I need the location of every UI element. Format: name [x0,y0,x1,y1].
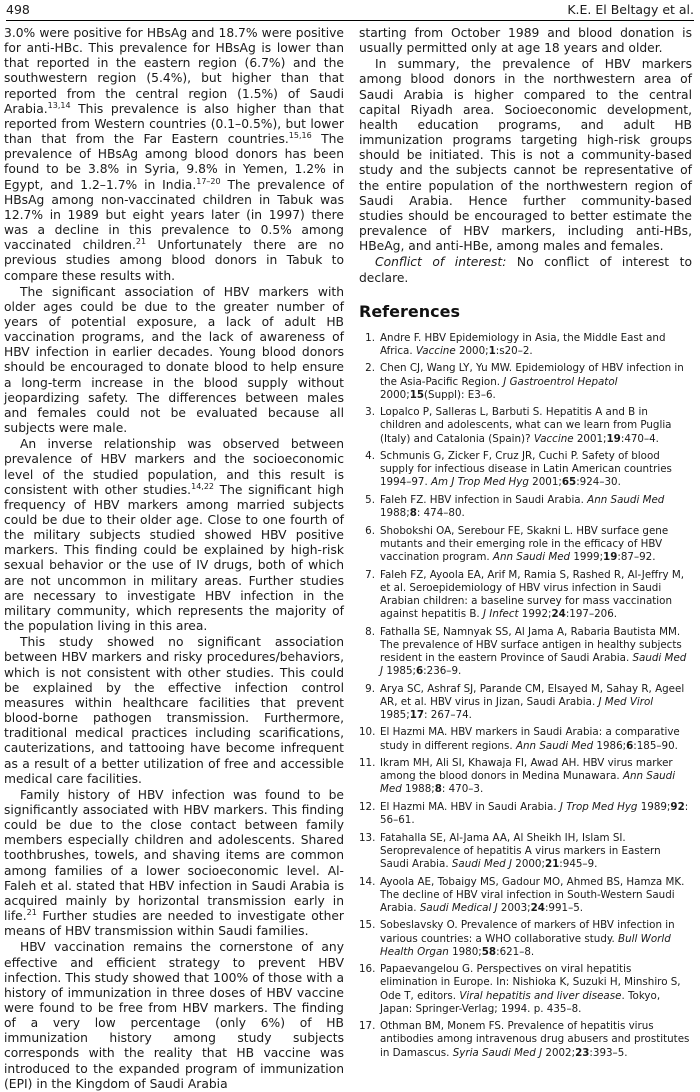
reference-item [359,876,692,915]
reference-volume: 58 [481,945,497,958]
reference-item [359,757,692,796]
reference-number: 17. [359,1020,376,1033]
reference-volume: 23 [575,1046,590,1059]
citation-superscript: 21 [26,908,37,918]
reference-authors-title: Faleh FZ. HBV infection in Saudi Arabia. [380,493,588,506]
reference-authors-title: Fatahalla SE, Al-Jama AA, Al Sheikh IH, Islam SI. Seroprevalence of hepatitis A virus markers in Eastern Saudi Arabia. [380,831,661,870]
reference-volume: 19 [603,550,618,563]
reference-number: 6. [365,524,375,537]
reference-journal: Saudi Med J [380,651,687,677]
reference-journal: Viral hepatitis and liver disease [459,989,622,1002]
reference-journal: Syria Saudi Med J [452,1046,543,1059]
reference-year: 2001; [573,432,607,445]
reference-year: 2001; [528,476,562,489]
paragraph-family-history [4,788,344,940]
reference-authors-title: Faleh FZ, Ayoola EA, Arif M, Ramia S, Rashed R, Al-Jeffry M, et al. Seroepidemiology of HBV virus infection in Saudi Arabian children: a baseline survey for mass vaccination against hepatitis B. [380,568,685,620]
reference-volume: 15 [409,388,425,401]
left-column [4,26,344,1092]
text-run: 3.0% were positive for HBsAg and 18.7% were positive for anti-HBc. This prevalence for HBsAg is lower than that reported in the eastern region (6.7%) and the southwestern region (5.4%), but higher than that reported from the central region (1.5%) of Saudi Arabia. [4,26,344,116]
citation-superscript: 21 [135,237,147,247]
reference-authors-title: Lopalco P, Salleras L, Barbuti S. Hepatitis A and B in children and adolescents, what can we learn from Puglia (Italy) and Catalonia (Spain)? [380,406,672,445]
reference-year: 2000; [380,388,410,401]
reference-number: 16. [359,963,376,976]
reference-volume: 19 [606,432,621,445]
reference-year: 1985; [380,708,410,721]
page-header [6,0,694,22]
reference-journal: J Med Virol [598,695,654,708]
reference-number: 5. [365,493,375,506]
reference-year: 1989; [637,800,671,813]
paragraph-continuation: starting from October 1989 and blood donation is usually permitted only at age 18 years and older. [359,26,692,56]
reference-pages: p. 435–8. [530,1002,582,1015]
reference-pages: :991–5. [544,901,584,914]
reference-pages: : 267–74. [424,708,472,721]
reference-authors-title: Shobokshi OA, Serebour FE, Skakni L. HBV surface gene mutants and their emerging role in the efficacy of HBV vaccination program. [380,524,669,563]
reference-year: 1988; [401,783,435,796]
reference-volume: 8 [409,507,417,520]
text-run: Further studies are needed to investigate other means of HBV transmission within Saudi families. [4,909,344,939]
reference-volume: 6 [416,664,424,677]
text-run: The prevalence of HBsAg among non-vaccinated children in Tabuk was 12.7% in 1989 but eight years later (in 1997) there was a decline in this prevalence to 0.5% among vaccinated children. [4,177,344,253]
reference-authors-title: El Hazmi MA. HBV markers in Saudi Arabia: a comparative study in different regions. [380,726,680,752]
header-rule [6,20,694,21]
reference-item [359,406,692,445]
reference-number: 15. [359,919,376,932]
paragraph-conflict-of-interest [359,255,692,285]
reference-item [359,525,692,564]
conflict-text: No conflict of interest to declare. [359,255,692,285]
reference-journal: Ann Saudi Med [587,493,665,506]
reference-year: 2000; [512,857,545,870]
reference-year: 1980; [448,945,482,958]
citation-superscript: 14,22 [191,481,215,491]
paragraph-socioeconomic [4,437,344,634]
reference-item [359,963,692,1016]
reference-item [359,494,692,520]
reference-pages: :393–5. [589,1046,628,1059]
reference-pages: :197–206. [565,607,618,620]
reference-number: 14. [359,875,376,888]
reference-item [359,450,692,489]
reference-number: 1. [365,331,375,344]
reference-authors-title: Sobeslavsky O. Prevalence of markers of HBV infection in various countries: a WHO collaborative study. [380,919,675,945]
paragraph-prevalence-comparison [4,26,344,284]
running-head: K.E. El Beltagy et al. [567,2,694,17]
references-heading: References [359,301,460,321]
citation-superscript: 13,14 [47,100,71,110]
citation-superscript: 15,16 [288,131,312,141]
reference-number: 9. [365,682,375,695]
reference-volume: 24 [530,901,545,914]
reference-authors-title: Fathalla SE, Namnyak SS, Al Jama A, Rabaria Bautista MM. The prevalence of HBV surface antigen in healthy subjects resident in the eastern Province of Saudi Arabia. [380,625,682,664]
reference-pages: :185–90. [633,739,678,752]
reference-journal: Vaccine [415,344,456,357]
reference-journal: Vaccine [533,432,574,445]
reference-item [359,801,692,827]
reference-year: 2000; [455,344,489,357]
page-number: 498 [6,2,30,17]
reference-journal: Ann Saudi Med [380,770,676,796]
paragraph-risky-procedures: This study showed no significant association between HBV markers and risky procedures/behaviors, which is not consistent with other studies. This could be explained by the effective infection control measures within healthcare facilities that prevent blood-borne pathogen transmission. Furthermore, traditional medical practices including scarifications, cauterizations, and tattooing have become infrequent as a result of a better utilization of free and accessible medical care facilities. [4,635,344,786]
right-column [359,26,692,1064]
reference-journal: Ann Saudi Med [515,739,594,752]
reference-number: 13. [359,831,376,844]
reference-year: 2002; [542,1046,576,1059]
reference-number: 4. [365,450,375,463]
reference-pages: :s20–2. [495,344,533,357]
reference-journal: J Infect [482,607,519,620]
reference-pages: :924–30. [576,476,621,489]
reference-authors-title: Ikram MH, Ali SI, Khawaja FI, Awad AH. HBV virus marker among the blood donors in Medina Munawara. [380,757,673,783]
reference-item [359,832,692,871]
reference-number: 10. [359,726,376,739]
reference-authors-title: El Hazmi MA. HBV in Saudi Arabia. [380,800,560,813]
reference-number: 8. [365,625,375,638]
reference-authors-title: Papaevangelou G. Perspectives on viral hepatitis elimination in Europe. In: Nishioka K, Suzuki H, Minshiro S, Ode T, editors. [380,963,681,1002]
reference-pages: : 56–61. [380,800,689,827]
reference-pages: :236–9. [423,664,462,677]
reference-volume: 6 [626,739,634,752]
reference-volume: 8 [434,783,442,796]
reference-item [359,332,692,358]
paragraph-vaccination: HBV vaccination remains the cornerstone of any effective and efficient strategy to prevent HBV infection. This study showed that 100% of those with a history of immunization in three doses of HBV vaccine were found to be free from HBV markers. The finding of a very low percentage (only 6%) of HB immunization history among study subjects corresponds with the reality that HB vaccine was introduced to the expanded program of immunization (EPI) in the Kingdom of Saudi Arabia [4,940,344,1091]
reference-number: 3. [365,406,375,419]
reference-journal: Saudi Med J [451,857,512,870]
text-run: The significant high frequency of HBV markers among married subjects could be due to their older age. Close to one fourth of the military subjects studied showed HBV positive markers. This finding could be explained by high-risk sexual behavior or the use of IV drugs, both of which are not uncommon in military areas. Further studies are necessary to investigate HBV infection in the military community, which represents the majority of the population living in this area. [4,482,345,634]
reference-pages: :621–8. [496,945,535,958]
reference-volume: 65 [561,476,577,489]
reference-number: 2. [365,362,375,375]
reference-item [359,626,692,679]
reference-year: 1986; [593,739,627,752]
reference-pages: :470–4. [620,432,659,445]
reference-item [359,569,692,622]
reference-number: 11. [359,757,376,770]
reference-volume: 92 [670,800,685,813]
reference-number: 12. [359,800,376,813]
reference-authors-title: Ayoola AE, Tobaigy MS, Gadour MO, Ahmed BS, Hamza MK. The decline of HBV viral infection in South-Western Saudi Arabia. [380,875,685,914]
reference-journal: Am J Trop Med Hyg [431,476,529,489]
reference-item [359,919,692,958]
reference-pages: :87–92. [617,550,656,563]
reference-year: 1985; [383,664,416,677]
reference-pages: :945–9. [559,857,598,870]
text-run: Unfortunately there are no previous studies among blood donors in Tabuk to compare these results with. [4,238,344,283]
reference-authors-title: Othman BM, Monem FS. Prevalence of hepatitis virus antibodies among intravenous drug abusers and prostitutes in Damascus. [380,1020,690,1059]
text-run: Family history of HBV infection was found to be significantly associated with HBV markers. This finding could be due to the close contact between family members especially children and adolescents. Shared toothbrushes, towels, and shaving items are common among families of a lower socioeconomic level. Al-Faleh et al. stated that HBV infection in Saudi Arabia is acquired mainly by horizontal transmission early in life. [4,787,344,924]
reference-item [359,726,692,752]
reference-volume: 21 [544,857,560,870]
reference-year: . Tokyo, Japan: Springer-Verlag; 1994. [380,989,661,1015]
reference-volume: 1 [488,344,496,357]
text-run: The prevalence of HBsAg among blood donors has been found to be 3.8% in Syria, 9.8% in Yemen, 1.2% in Egypt, and 1.2–1.7% in India. [4,132,344,192]
reference-year: 1988; [380,507,410,520]
reference-authors-title: Schmunis G, Zicker F, Cruz JR, Cuchi P. Safety of blood supply for infectious disease in Latin American countries 1994–97. [380,450,672,489]
reference-pages: : 470–3. [441,783,484,796]
reference-year: 1992; [518,607,552,620]
paragraph-summary: In summary, the prevalence of HBV markers among blood donors in the northwestern area of Saudi Arabia is higher compared to the central capital Riyadh area. Socioeconomic development, health education programs, and adult HB immunization programs targeting high-risk groups should be initiated. This is not a community-based study and the subjects cannot be representative of the entire population of the northwestern region of Saudi Arabia. Hence further community-based studies should be encouraged to better estimate the prevalence of HBV markers, including anti-HBs, HBeAg, and anti-HBe, among males and females. [359,57,692,254]
reference-pages: : 474–80. [416,507,465,520]
paragraph-age-association: The significant association of HBV markers with older ages could be due to the greater number of years of potential exposure, a lack of adult HB vaccination programs, and the lack of awareness of HBV infection in earlier decades. Young blood donors should be encouraged to donate blood to help ensure a long-term increase in the blood supply without jeopardizing safety. The differences between males and females could not be evaluated because all subjects were male. [4,284,344,436]
text-run: This prevalence is also higher than that reported from Western countries (0.1–0.5%), but lower than that from the Far Eastern countries. [4,101,344,147]
reference-journal: J Trop Med Hyg [559,800,638,813]
reference-item [359,683,692,722]
reference-authors-title: Chen CJ, Wang LY, Yu MW. Epidemiology of HBV infection in the Asia-Pacific Region. [380,362,684,388]
reference-item [359,1020,692,1059]
reference-item [359,362,692,401]
reference-volume: 24 [551,607,566,620]
reference-journal: J Gastroentrol Hepatol [503,375,618,388]
reference-journal: Bull World Health Organ [380,932,671,958]
citation-superscript: 17–20 [196,176,221,186]
text-run: An inverse relationship was observed between prevalence of HBV markers and the socioeconomic level of the studied population, and this result is consistent with other studies. [4,437,344,497]
reference-pages: (Suppl): E3–6. [424,388,496,401]
reference-journal: Saudi Medical J [419,901,498,914]
reference-year: 1999; [570,550,604,563]
reference-year: 2003; [497,901,531,914]
conflict-label: Conflict of interest: [375,255,507,270]
reference-authors-title: Andre F. HBV Epidemiology in Asia, the Middle East and Africa. [380,331,666,357]
reference-journal: Ann Saudi Med [492,550,571,563]
reference-authors-title: Arya SC, Ashraf SJ, Parande CM, Elsayed M, Sahay R, Ageel AR, et al. HBV virus in Jizan, Saudi Arabia. [380,682,685,708]
reference-number: 7. [365,568,375,581]
references-list [359,332,692,1060]
reference-volume: 17 [409,708,425,721]
